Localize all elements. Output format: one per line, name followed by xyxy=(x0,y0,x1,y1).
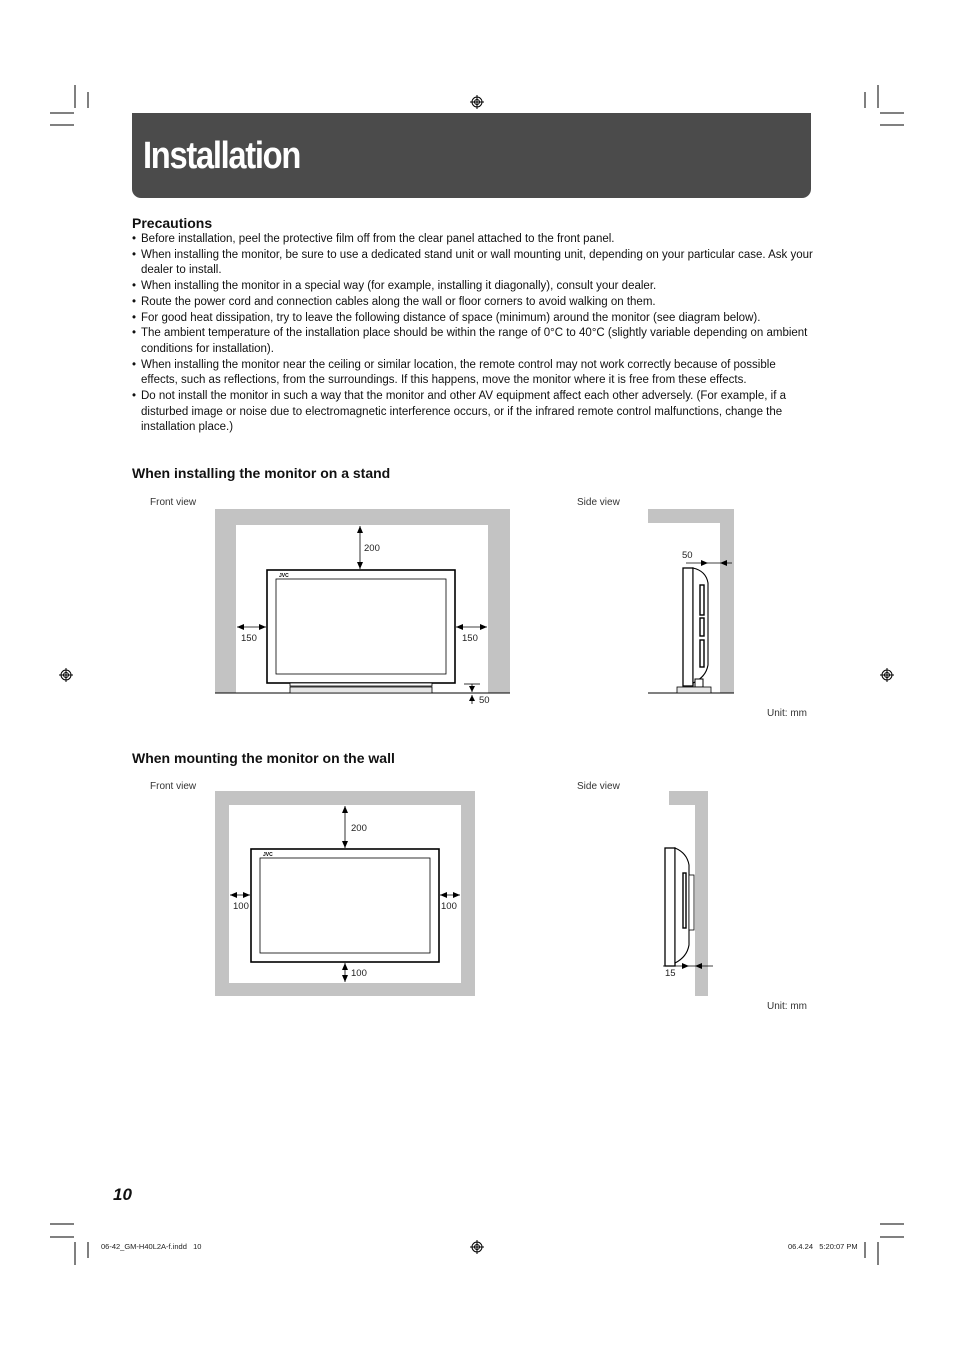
wall-front-diagram xyxy=(210,785,480,1000)
wall-front-view-label: Front view xyxy=(150,781,197,792)
list-item: • When installing the monitor near the ceiling or similar location, the remote control may not work correctly because of possible effects, such as reflections, from the surroundings. If this happens, move the monitor where it is free from these effects. xyxy=(132,358,814,389)
stand-bottom-dimension: 50 xyxy=(479,695,490,706)
stand-side-view-label: Side view xyxy=(577,497,620,508)
registration-mark-left xyxy=(59,668,73,682)
registration-mark-right xyxy=(880,668,894,682)
stand-front-diagram xyxy=(200,505,520,710)
stand-top-dimension: 200 xyxy=(364,543,380,554)
wall-side-diagram xyxy=(655,785,720,1000)
wall-unit-label: Unit: mm xyxy=(767,1001,807,1012)
stand-side-dimension: 50 xyxy=(682,550,693,561)
stand-section-heading: When installing the monitor on a stand xyxy=(132,465,391,481)
wall-front-brand: JVC xyxy=(263,852,273,858)
list-item: • The ambient temperature of the installation place should be within the range of 0°C to 40°C (slightly variable depending on ambient conditions for installation). xyxy=(132,326,814,357)
wall-right-dimension: 100 xyxy=(441,901,457,912)
stand-unit-label: Unit: mm xyxy=(767,708,807,719)
wall-bottom-dimension: 100 xyxy=(351,968,367,979)
wall-section-heading: When mounting the monitor on the wall xyxy=(132,750,395,766)
wall-left-dimension: 100 xyxy=(233,901,249,912)
footer-timestamp: 06.4.24 5:20:07 PM xyxy=(788,1242,858,1251)
wall-side-view-label: Side view xyxy=(577,781,620,792)
wall-side-dimension: 15 xyxy=(665,968,676,979)
stand-front-view-label: Front view xyxy=(150,497,197,508)
list-item: • For good heat dissipation, try to leave the following distance of space (minimum) around the monitor (see diagram below). xyxy=(132,311,814,327)
registration-mark-bottom xyxy=(470,1240,484,1254)
page-number: 10 xyxy=(113,1185,132,1204)
precautions-heading: Precautions xyxy=(132,215,213,231)
title-banner xyxy=(132,113,811,198)
precautions-list xyxy=(132,232,814,436)
registration-mark-top xyxy=(470,95,484,109)
footer-filename: 06-42_GM-H40L2A-f.indd 10 xyxy=(101,1242,202,1251)
page-title: Installation xyxy=(143,135,301,177)
stand-left-dimension: 150 xyxy=(241,633,257,644)
wall-top-dimension: 200 xyxy=(351,823,367,834)
list-item: • Do not install the monitor in such a way that the monitor and other AV equipment affect each other adversely. (For example, if a disturbed image or noise due to electromagnetic interference occurs, or if the infrared remote control malfunctions, change the installation place.) xyxy=(132,389,814,436)
list-item: • Before installation, peel the protective film off from the clear panel attached to the front panel. xyxy=(132,232,814,248)
list-item: • Route the power cord and connection cables along the wall or floor corners to avoid walking on them. xyxy=(132,295,814,311)
list-item: • When installing the monitor, be sure to use a dedicated stand unit or wall mounting unit, depending on your particular case. Ask your dealer to install. xyxy=(132,248,814,279)
stand-front-brand: JVC xyxy=(279,573,289,579)
stand-side-diagram xyxy=(640,505,750,700)
list-item: • When installing the monitor in a special way (for example, installing it diagonally), consult your dealer. xyxy=(132,279,814,295)
stand-right-dimension: 150 xyxy=(462,633,478,644)
